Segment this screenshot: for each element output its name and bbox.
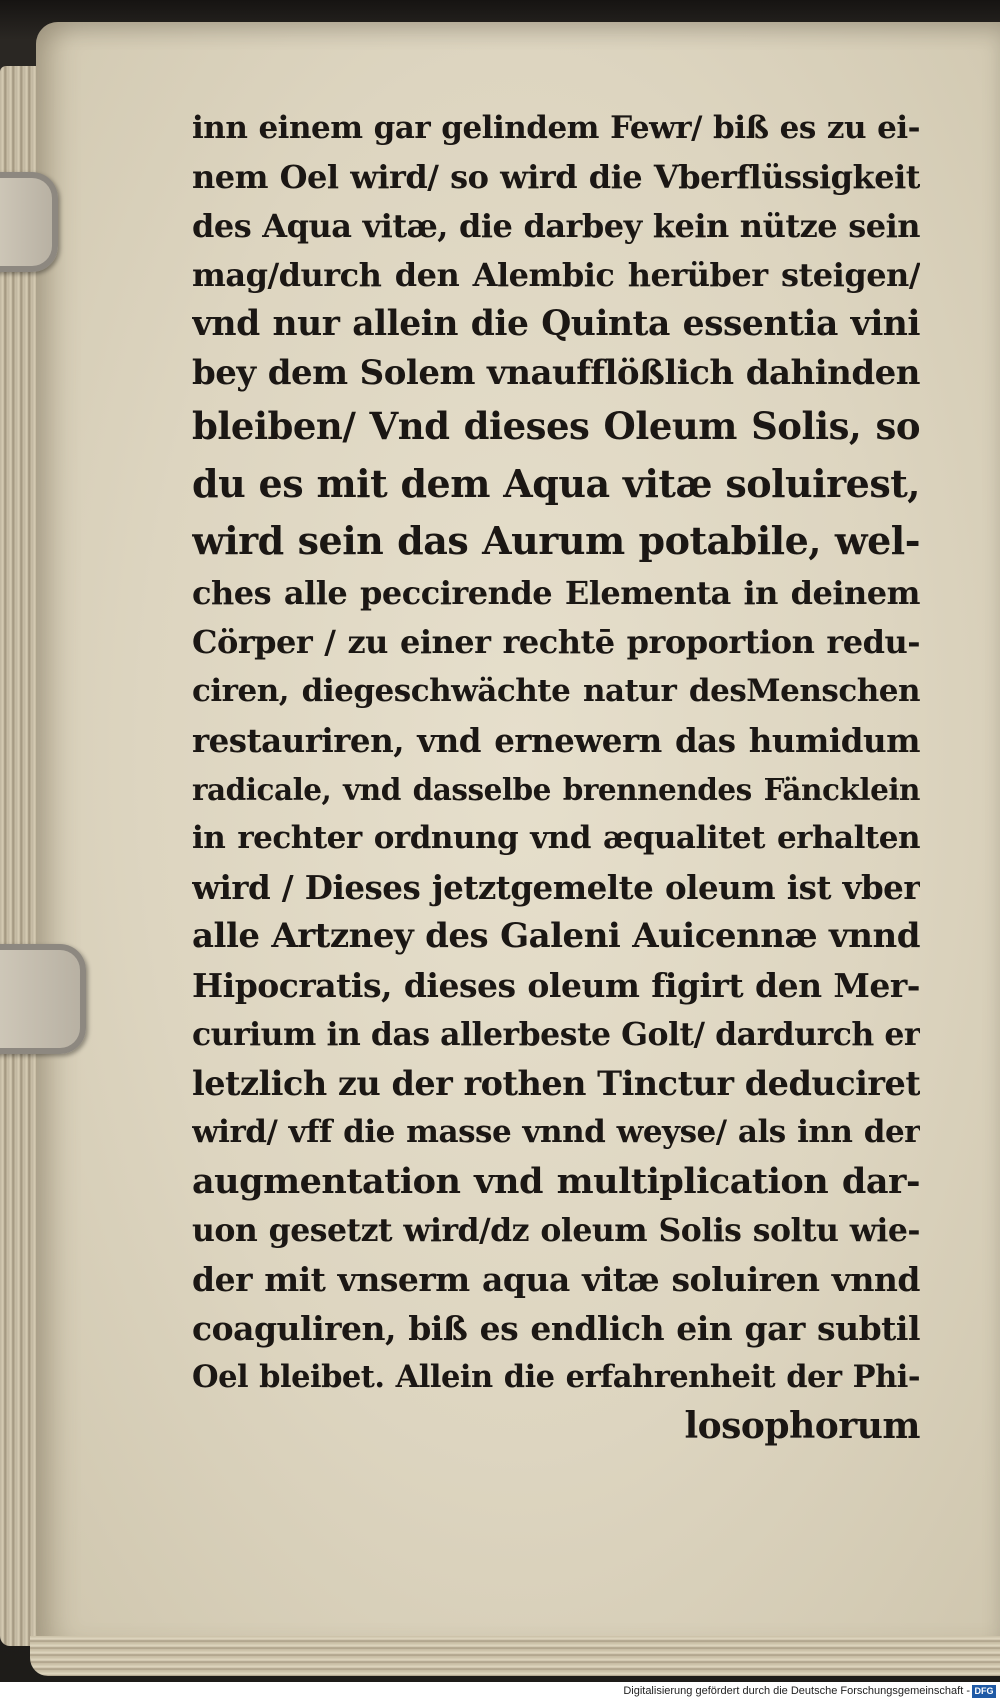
digitization-footer xyxy=(0,1682,1000,1702)
text-line: uon gesetzt wird/dz oleum Solis soltu wie- xyxy=(192,1212,920,1249)
text-line: der mit vnserm aqua vitæ soluiren vnnd xyxy=(192,1260,920,1299)
text-line: radicale, vnd dasselbe brennendes Fäncklein xyxy=(192,772,920,807)
text-line: Hipocratis, dieses oleum figirt den Mer- xyxy=(192,966,920,1005)
clasp-icon xyxy=(0,944,86,1054)
page-edges-bottom xyxy=(30,1636,1000,1676)
text-line: augmentation vnd multiplication dar- xyxy=(192,1161,920,1202)
text-line: ciren, diegeschwächte natur desMenschen xyxy=(192,673,920,709)
text-line: letzlich zu der rothen Tinctur deduciret xyxy=(192,1064,920,1103)
text-line: alle Artzney des Galeni Auicennæ vnnd xyxy=(192,916,920,956)
text-line: coaguliren, biß es endlich ein gar subtil xyxy=(192,1309,920,1348)
catchword: losophorum xyxy=(684,1405,920,1447)
footer-credit: Digitalisierung gefördert durch die Deutsche Forschungsgemeinschaft - xyxy=(623,1685,970,1697)
text-line: Cörper / zu einer rechtē proportion redu- xyxy=(192,623,920,661)
text-line: vnd nur allein die Quinta essentia vini xyxy=(192,304,920,344)
text-line: du es mit dem Aqua vitæ soluirest, xyxy=(192,461,920,506)
text-line: wird sein das Aurum potabile, wel- xyxy=(192,518,920,563)
text-line: bey dem Solem vnaufflößlich dahinden xyxy=(192,353,920,393)
text-line: wird/ vff die masse vnnd weyse/ als inn der xyxy=(192,1114,920,1150)
page-text xyxy=(192,104,920,1451)
text-line: ches alle peccirende Elementa in deinem xyxy=(192,574,920,612)
text-line: restauriren, vnd ernewern das humidum xyxy=(192,721,920,760)
text-line: bleiben/ Vnd dieses Oleum Solis, so xyxy=(192,404,920,448)
text-line: wird / Dieses jetztgemelte oleum ist vber xyxy=(192,868,920,907)
text-line: Oel bleibet. Allein die erfahrenheit der Phi- xyxy=(192,1359,920,1395)
text-line: des Aqua vitæ, die darbey kein nütze sein xyxy=(192,207,920,245)
text-line: curium in das allerbeste Golt/ dardurch er xyxy=(192,1016,920,1053)
text-line: inn einem gar gelindem Fewr/ biß es zu ei- xyxy=(192,110,920,146)
clasp-icon xyxy=(0,172,58,272)
dfg-logo-icon: DFG xyxy=(972,1685,996,1698)
text-line: mag/durch den Alembic herüber steigen/ xyxy=(192,256,920,294)
text-line: in rechter ordnung vnd æqualitet erhalten xyxy=(192,820,920,856)
text-line: nem Oel wird/ so wird die Vberflüssigkeit xyxy=(192,158,920,196)
